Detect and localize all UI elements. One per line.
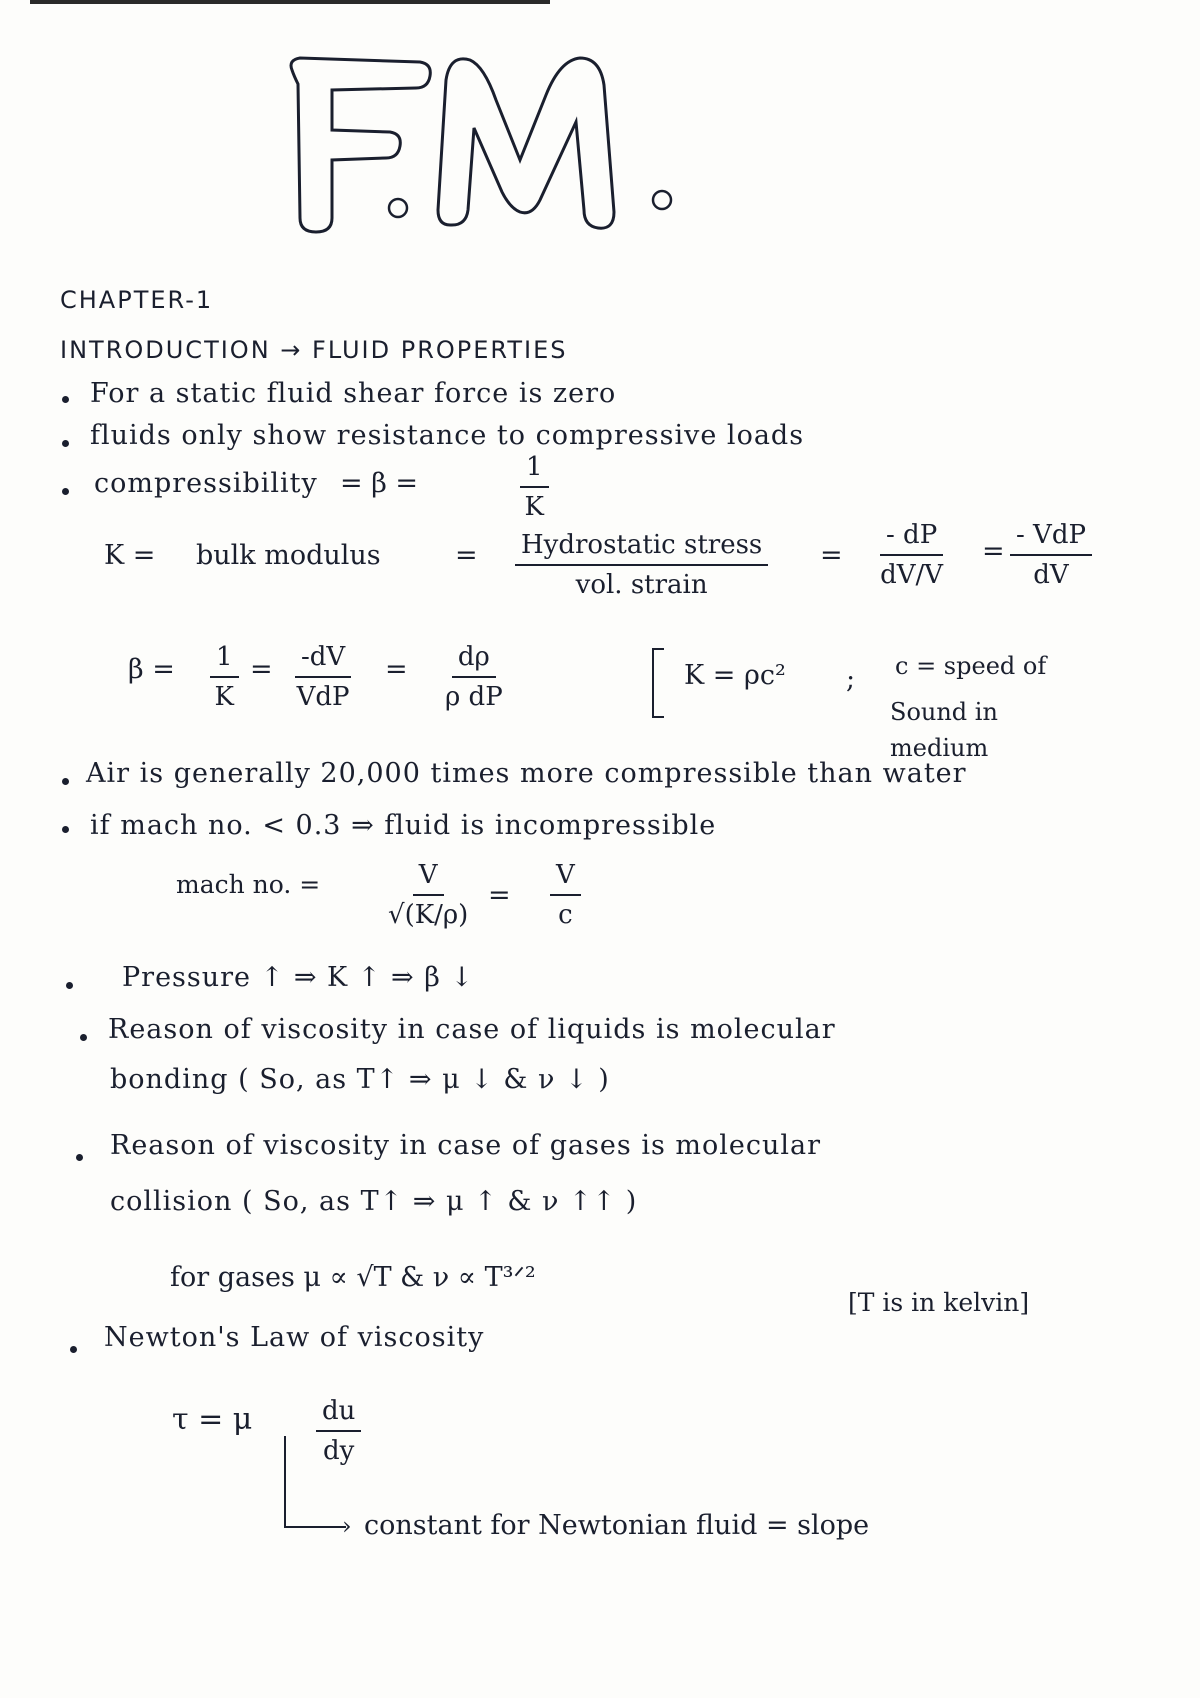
- equals-sign: =: [385, 654, 408, 685]
- beta-label: β =: [128, 654, 175, 685]
- bullet-gases-line-2: collision ( So, as T↑ ⇒ μ ↑ & ν ↑↑ ): [110, 1186, 638, 1217]
- denominator: K: [214, 682, 234, 712]
- bullet-gases-line-1: Reason of viscosity in case of gases is molecular: [110, 1130, 822, 1161]
- numerator: - VdP: [1010, 520, 1092, 556]
- neg-vdp-over-dv: [1010, 520, 1092, 590]
- equals-sign: =: [250, 654, 273, 685]
- kelvin-note: [T is in kelvin]: [848, 1288, 1030, 1317]
- pointer-arrow-stem: [284, 1436, 286, 1528]
- title-dot-1: [389, 199, 407, 217]
- numerator: dρ: [452, 642, 496, 678]
- bullet-resistance: fluids only show resistance to compressive loads: [90, 420, 805, 451]
- numerator: V: [550, 860, 581, 896]
- one-over-k: [210, 642, 239, 712]
- bullet-liquids-line-1: Reason of viscosity in case of liquids is molecular: [108, 1014, 836, 1045]
- numerator: V: [413, 860, 444, 896]
- bulk-modulus: bulk modulus: [196, 540, 381, 571]
- bullet-dot: [62, 826, 69, 833]
- mach-label: mach no. =: [176, 870, 321, 899]
- bullet-dot: [62, 488, 69, 495]
- shear-stress-eq: τ = μ: [172, 1402, 253, 1437]
- denominator: VdP: [296, 682, 350, 712]
- title-text: F.M.: [270, 40, 273, 41]
- denominator: dV/V: [880, 560, 944, 590]
- denominator: K: [524, 492, 544, 522]
- beta-equals: = β =: [340, 468, 419, 499]
- bullet-newtons-law: Newton's Law of viscosity: [104, 1322, 485, 1353]
- semicolon: ;: [846, 664, 856, 695]
- equals-sign: =: [982, 536, 1005, 567]
- drho-over-rhodp: [445, 642, 503, 712]
- numerator: - dP: [880, 520, 943, 556]
- numerator: du: [316, 1396, 361, 1432]
- equals-sign: =: [820, 540, 843, 571]
- compressibility-label: compressibility: [94, 468, 318, 499]
- numerator: -dV: [295, 642, 351, 678]
- k-label: K =: [104, 540, 156, 571]
- equals-sign: =: [488, 880, 511, 911]
- bullet-dot: [80, 1034, 87, 1041]
- denominator: vol. strain: [575, 570, 708, 600]
- v-over-c: [550, 860, 581, 930]
- bullet-liquids-line-2: bonding ( So, as T↑ ⇒ μ ↓ & ν ↓ ): [110, 1064, 610, 1095]
- k-rho-c2: K = ρc²: [684, 660, 786, 691]
- bullet-dot: [62, 396, 69, 403]
- bullet-dot: [76, 1154, 83, 1161]
- bullet-dot: [62, 440, 69, 447]
- bullet-mach-number: if mach no. < 0.3 ⇒ fluid is incompressible: [90, 810, 717, 841]
- pointer-arrow-body: [284, 1526, 346, 1528]
- denominator: dV: [1033, 560, 1069, 590]
- title-dot-2: [653, 191, 671, 209]
- title-logo: [270, 40, 730, 250]
- numerator: Hydrostatic stress: [515, 530, 768, 566]
- one-over-k: [520, 452, 549, 522]
- v-over-sqrt: [388, 860, 468, 930]
- arrow-head-icon: ›: [342, 1512, 352, 1540]
- numerator: 1: [520, 452, 549, 488]
- speed-of-sound-note-1: c = speed of: [895, 652, 1047, 680]
- bullet-pressure: Pressure ↑ ⇒ K ↑ ⇒ β ↓: [122, 962, 475, 993]
- hydrostatic-over-strain: [515, 530, 768, 600]
- bullet-static-fluid: For a static fluid shear force is zero: [90, 378, 617, 409]
- bracket: [652, 648, 664, 718]
- equals-sign: =: [455, 540, 478, 571]
- chapter-label: CHAPTER-1: [60, 286, 214, 314]
- numerator: 1: [210, 642, 239, 678]
- bullet-air-compressible: Air is generally 20,000 times more compressible than water: [86, 758, 967, 789]
- bullet-dot: [66, 982, 73, 989]
- speed-of-sound-note-2: Sound in: [890, 698, 998, 726]
- denominator: √(K/ρ): [388, 900, 469, 930]
- constant-note: constant for Newtonian fluid = slope: [364, 1510, 870, 1541]
- denominator: c: [558, 900, 573, 930]
- bullet-dot: [70, 1346, 77, 1353]
- du-over-dy: [316, 1396, 361, 1466]
- denominator: dy: [323, 1436, 355, 1466]
- neg-dp-over-dvv: [880, 520, 943, 590]
- neg-dv-over-vdp: [295, 642, 351, 712]
- speed-of-sound-note-3: medium: [890, 734, 989, 762]
- gases-proportionality: for gases μ ∝ √T & ν ∝ T³ᐟ²: [170, 1262, 536, 1293]
- bullet-dot: [62, 778, 69, 785]
- page-edge-line: [30, 0, 550, 4]
- denominator: ρ dP: [445, 682, 503, 712]
- section-heading: INTRODUCTION → FLUID PROPERTIES: [60, 336, 568, 364]
